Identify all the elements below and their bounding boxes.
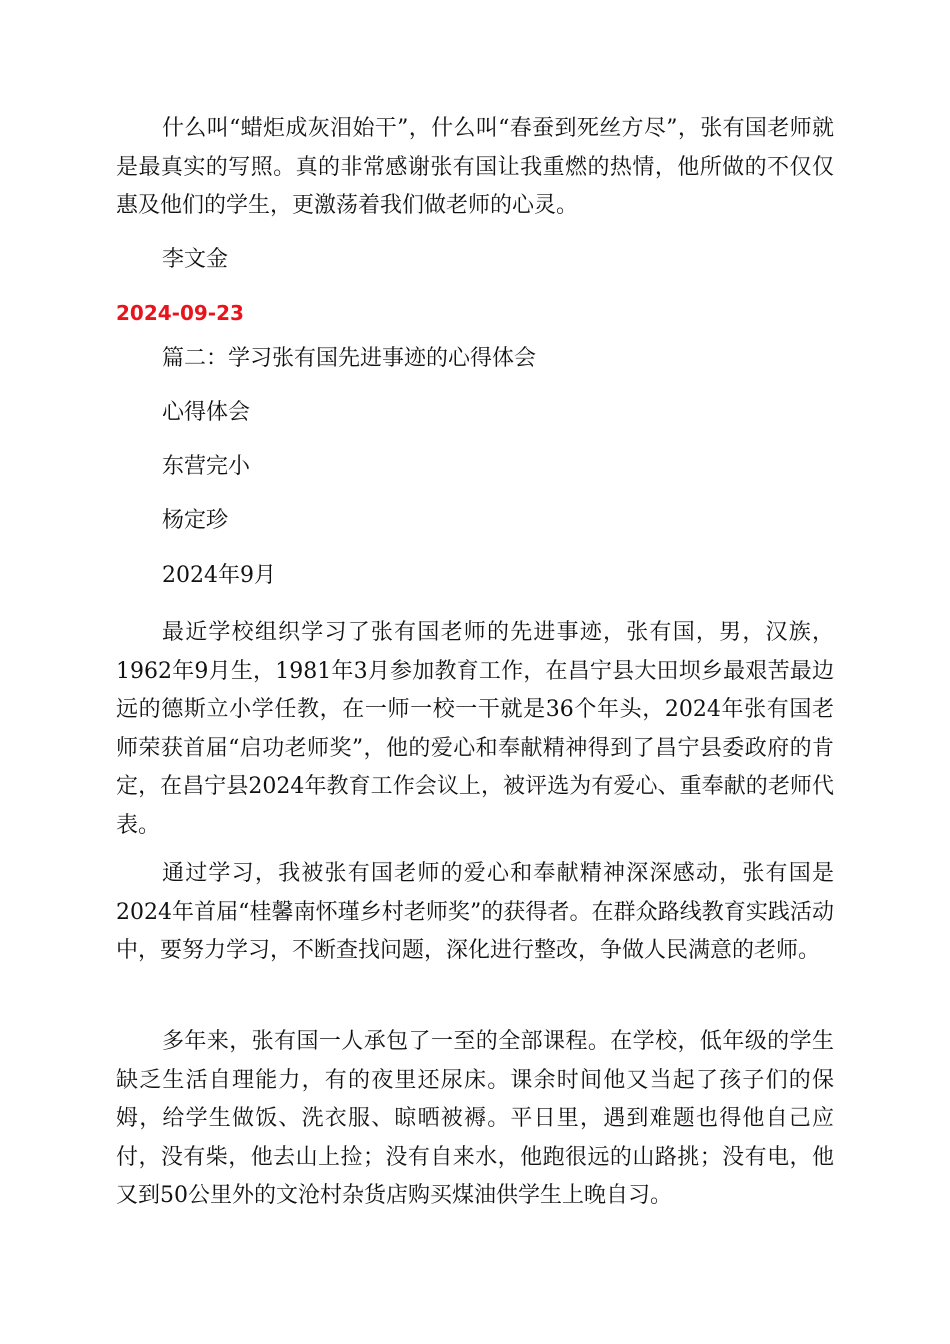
paragraph-dedication: 多年来，张有国一人承包了一至的全部课程。在学校，低年级的学生缺乏生活自理能力，有的夜里还尿床。课余时间他又当起了孩子们的保姆，给学生做饭、洗衣服、晾晒被褥。平日里，遇到难题也得他自己应付，没有柴，他去山上捡；没有自来水，他跑很远的山路挑；没有电，他又到50公里外的文沧村杂货店购买煤油供学生上晚自习。	[116, 1029, 834, 1208]
paragraph-reflection: 通过学习，我被张有国老师的爱心和奉献精神深深感动，张有国是2024年首届“桂馨南怀瑾乡村老师奖”的获得者。在群众路线教育实践活动中，要努力学习，不断查找问题，深化进行整改，争做人民满意的老师。	[116, 861, 834, 963]
section-title: 篇二：学习张有国先进事迹的心得体会	[162, 346, 537, 371]
red-date-stamp: 2024-09-23	[116, 301, 244, 325]
document-date: 2024年9月	[162, 563, 276, 588]
signature-name: 李文金	[162, 247, 229, 272]
author-name: 杨定珍	[162, 508, 229, 533]
paragraph-introduction: 最近学校组织学习了张有国老师的先进事迹，张有国，男，汉族，1962年9月生，1981年3月参加教育工作，在昌宁县大田坝乡最艰苦最边远的德斯立小学任教，在一师一校一干就是36个年头，2024年张有国老师荣获首届“启功老师奖”，他的爱心和奉献精神得到了昌宁县委政府的肯定，在昌宁县2024年教育工作会议上，被评选为有爱心、重奉献的老师代表。	[116, 620, 834, 838]
school-name: 东营完小	[162, 454, 251, 479]
paragraph-tribute: 什么叫“蜡炬成灰泪始干”，什么叫“春蚕到死丝方尽”，张有国老师就是最真实的写照。真的非常感谢张有国让我重燃的热情，他所做的不仅仅惠及他们的学生，更激荡着我们做老师的心灵。	[116, 116, 834, 218]
subtitle: 心得体会	[162, 400, 251, 425]
